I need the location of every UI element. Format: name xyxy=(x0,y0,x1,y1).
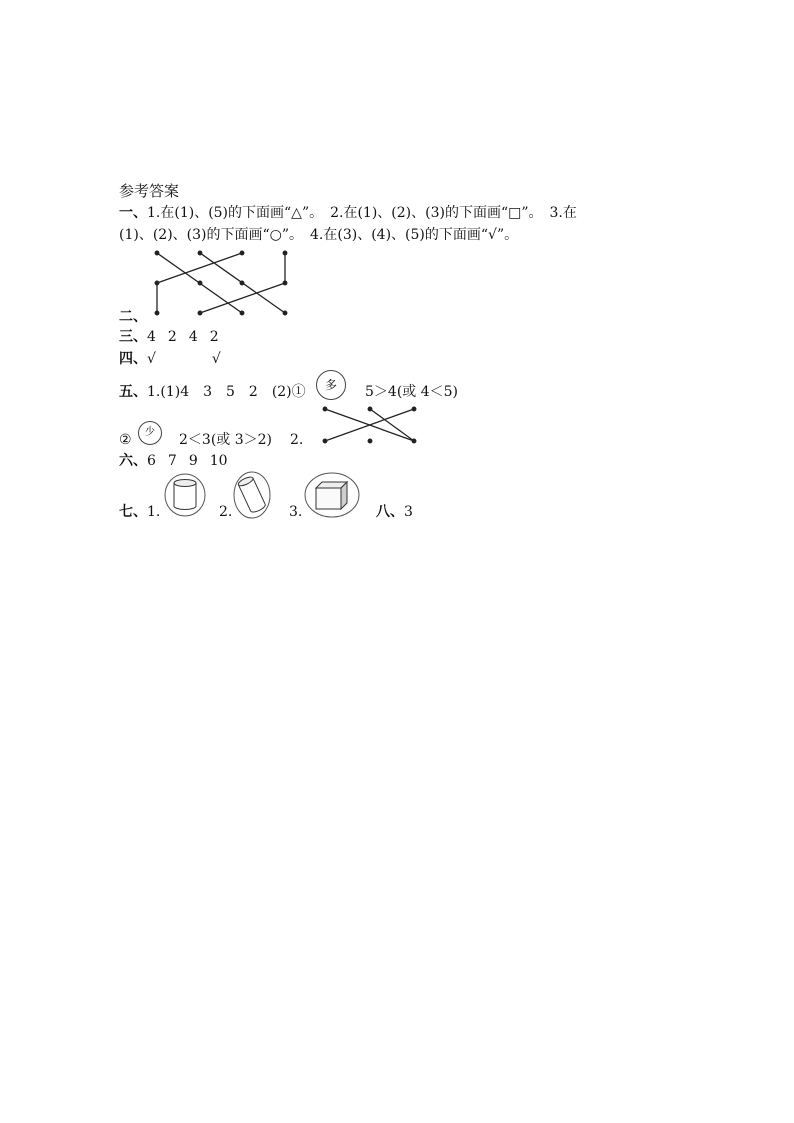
cylinder-icon xyxy=(163,473,207,517)
q3-value-3: 4 xyxy=(188,329,198,345)
q1-line2: (1)、(2)、(3)的下面画“○”。 4.在(3)、(4)、(5)的下面画“√”。 xyxy=(119,227,519,243)
q6-label: 六、 xyxy=(119,453,147,469)
q3-value-4: 2 xyxy=(209,329,219,345)
q3-value-1: 4 xyxy=(147,329,156,345)
q4-label: 四、 xyxy=(119,351,147,367)
q7-item-1: 1. xyxy=(147,504,161,520)
q4-mark-2: √ xyxy=(211,351,221,367)
q6-value-1: 6 xyxy=(147,453,156,469)
q6-line xyxy=(119,451,228,471)
q5-compare2: 2＜3(或 3＞2) xyxy=(179,432,273,448)
q5-label: 五、 xyxy=(119,384,147,400)
q1-label: 一、 xyxy=(119,205,147,221)
q5-part3: 2. xyxy=(290,432,304,448)
q4-mark-1: √ xyxy=(147,351,156,367)
word-duo-circle: 多 xyxy=(316,370,346,400)
q6-value-4: 10 xyxy=(209,453,228,469)
cube-icon xyxy=(304,472,360,518)
q7-item-2: 2. xyxy=(219,504,233,520)
q1-text1: 1.在(1)、(5)的下面画“△”。 2.在(1)、(2)、(3)的下面画“□”。 3.在 xyxy=(147,205,577,221)
q6-value-3: 9 xyxy=(188,453,198,469)
q5-part2-prefix: ② xyxy=(119,432,132,448)
word-shao-circle: 少 xyxy=(138,421,162,445)
q5-compare1: 5＞4(或 4＜5) xyxy=(365,384,459,400)
q8-answer: 3 xyxy=(404,504,413,520)
page-title: 参考答案 xyxy=(119,182,180,200)
q7-label: 七、 xyxy=(119,504,147,520)
q7-item-3: 3. xyxy=(289,504,303,520)
q2-label: 二、 xyxy=(119,309,147,325)
tilted-cylinder-icon xyxy=(232,471,272,519)
q7-line xyxy=(119,502,160,522)
q8-line xyxy=(376,502,413,522)
q3-value-2: 2 xyxy=(167,329,177,345)
q5-part1: 1.(1)4 3 5 2 (2)① xyxy=(147,384,306,400)
q8-label: 八、 xyxy=(376,504,404,520)
q6-value-2: 7 xyxy=(167,453,177,469)
q3-label: 三、 xyxy=(119,329,147,345)
